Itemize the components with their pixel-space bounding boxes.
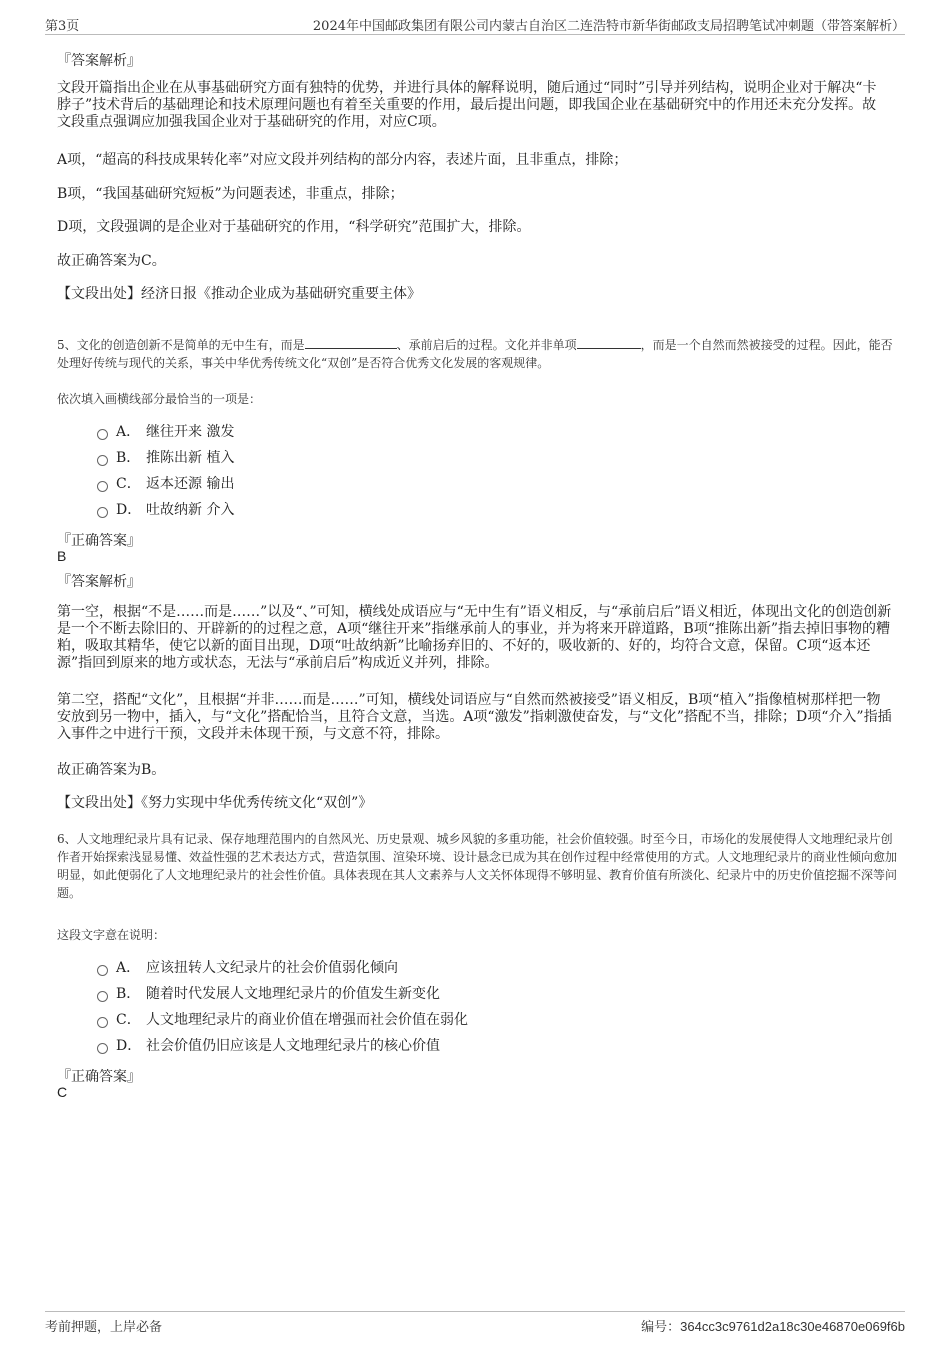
radio-icon[interactable] — [97, 1043, 108, 1054]
analysis-paragraph: 文段开篇指出企业在从事基础研究方面有独特的优势，并进行具体的解释说明，随后通过“同时”引导并列结构，说明企业对于解决“卡脖子”技术背后的基础理论和技术原理问题也有着至关重要的作用，最后提出问题，即我国企业在基础研究中的作用还未充分发挥。故文段重点强调应加强我国企业对于基础研究的作用，对应C项。 — [57, 80, 877, 130]
document-title: 2024年中国邮政集团有限公司内蒙古自治区二连浩特市新华街邮政支局招聘笔试冲刺题（带答案解析） — [312, 19, 905, 34]
radio-icon[interactable] — [97, 507, 108, 518]
option-a[interactable]: A． 继往开来 激发 — [97, 419, 234, 445]
page-header — [45, 12, 905, 35]
analysis-paragraph-1: 第一空，根据“不是……而是……”以及“、”可知，横线处成语应与“无中生有”语义相反，与“承前启后”语义相近，体现出文化的创造创新是一个不断去除旧的、开辟新的的过程之意，A项“继往开来”指继承前人的事业，并为将来开辟道路，B项“推陈出新”指去掉旧事物的糟粕，吸取其精华，使它以新的面目出现，D项“吐故纳新”比喻扬弃旧的、不好的，吸收新的、好的，均符合文意，保留。C项“返本还源”指回到原来的地方或状态，无法与“承前启后”构成近义并列，排除。 — [57, 604, 892, 671]
source-citation: 【文段出处】《努力实现中华优秀传统文化“双创”》 — [57, 795, 373, 811]
radio-icon[interactable] — [97, 455, 108, 466]
analysis-label: 『答案解析』 — [57, 574, 141, 590]
option-b[interactable]: B． 推陈出新 植入 — [97, 445, 234, 471]
option-d[interactable]: D． 吐故纳新 介入 — [97, 497, 234, 523]
analysis-option-a: A项，“超高的科技成果转化率”对应文段并列结构的部分内容，表述片面，且非重点，排除； — [57, 152, 628, 168]
correct-answer-value: B — [57, 548, 67, 564]
radio-icon[interactable] — [97, 965, 108, 976]
page-footer — [45, 1311, 905, 1334]
radio-icon[interactable] — [97, 1017, 108, 1028]
option-c[interactable]: C． 返本还源 输出 — [97, 471, 234, 497]
footer-slogan: 考前押题，上岸必备 — [45, 1320, 163, 1335]
fill-blank-2 — [577, 335, 641, 349]
source-citation: 【文段出处】经济日报《推动企业成为基础研究重要主体》 — [57, 286, 421, 302]
question-5-text: 5、文化的创造创新不是简单的无中生有，而是 、承前启后的过程。文化并非单项 ，而是一个自然而然被接受的过程。因此，能否处理好传统与现代的关系，事关中华优秀传统文化“双创”是否符合优秀文化发展的客观规律。 — [57, 335, 893, 372]
analysis-label: 『答案解析』 — [57, 53, 141, 69]
fill-blank-1 — [305, 335, 397, 349]
question-5-prompt: 依次填入画横线部分最恰当的一项是： — [57, 392, 262, 406]
option-a[interactable]: A． 应该扭转人文纪录片的社会价值弱化倾向 — [97, 955, 468, 981]
page-number: 第3页 — [45, 19, 80, 34]
analysis-option-b: B项，“我国基础研究短板”为问题表述，非重点，排除； — [57, 186, 404, 202]
question-6-options — [97, 955, 468, 1059]
analysis-paragraph-2: 第二空，搭配“文化”，且根据“并非……而是……”可知，横线处词语应与“自然而然被接受”语义相反，B项“植入”指像植树那样把一物安放到另一物中，插入，与“文化”搭配恰当，且符合文意，当选。A项“激发”指刺激使奋发，与“文化”搭配不当，排除；D项“介入”指插入事件之中进行干预，文段并未体现干预，与文意不符，排除。 — [57, 692, 892, 742]
analysis-conclusion: 故正确答案为B。 — [57, 762, 166, 778]
option-d[interactable]: D． 社会价值仍旧应该是人文地理纪录片的核心价值 — [97, 1033, 468, 1059]
analysis-option-d: D项，文段强调的是企业对于基础研究的作用，“科学研究”范围扩大，排除。 — [57, 219, 531, 235]
option-b[interactable]: B． 随着时代发展人文地理纪录片的价值发生新变化 — [97, 981, 468, 1007]
analysis-conclusion: 故正确答案为C。 — [57, 253, 166, 269]
option-c[interactable]: C． 人文地理纪录片的商业价值在增强而社会价值在弱化 — [97, 1007, 468, 1033]
radio-icon[interactable] — [97, 991, 108, 1002]
correct-answer-label: 『正确答案』 — [57, 1069, 141, 1085]
correct-answer-label: 『正确答案』 — [57, 533, 141, 549]
question-6-prompt: 这段文字意在说明： — [57, 928, 166, 942]
document-code: 编号：364cc3c9761d2a18c30e46870e069f6b — [641, 1319, 905, 1335]
radio-icon[interactable] — [97, 481, 108, 492]
correct-answer-value: C — [57, 1084, 68, 1100]
radio-icon[interactable] — [97, 429, 108, 440]
question-5-options — [97, 419, 234, 523]
question-6-text: 6、人文地理纪录片具有记录、保存地理范围内的自然风光、历史景观、城乡风貌的多重功能，社会价值较强。时至今日，市场化的发展使得人文地理纪录片创作者开始探索浅显易懂、效益性强的艺术表达方式，营造氛围、渲染环境、设计悬念已成为其在创作过程中经常使用的方式。人文地理纪录片的商业性倾向愈加明显，如此便弱化了人文地理纪录片的社会性价值。具体表现在其人文素养与人文关怀体现得不够明显、教育价值有所淡化、纪录片中的历史价值挖掘不深等问题。 — [57, 832, 898, 900]
